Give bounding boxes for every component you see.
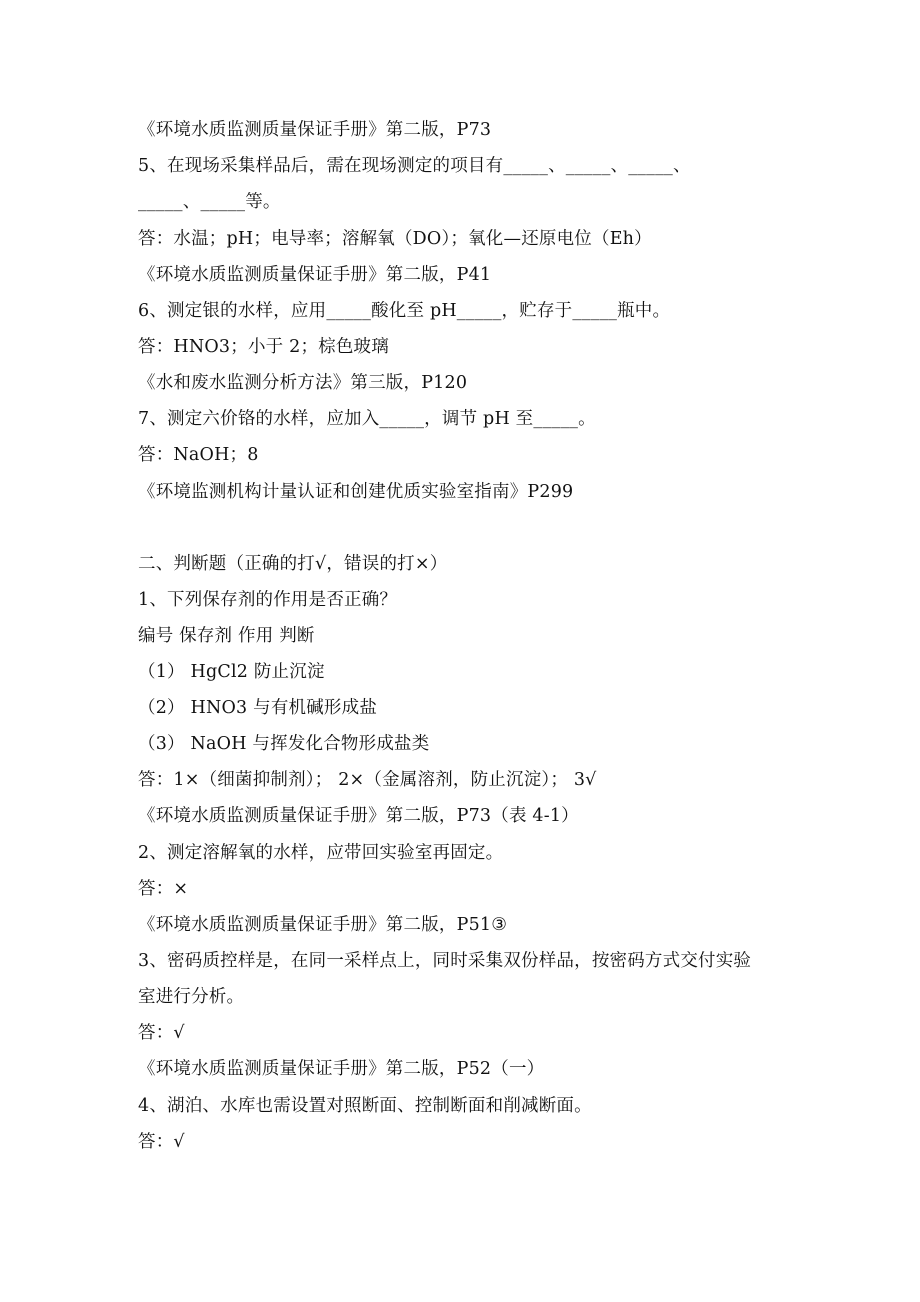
question-5-continued: _____、_____等。 xyxy=(138,192,281,212)
judge-question-3-continued: 室进行分析。 xyxy=(138,987,245,1007)
table-header: 编号 保存剂 作用 判断 xyxy=(138,626,315,646)
reference-line: 《环境水质监测质量保证手册》第二版，P73 xyxy=(138,120,492,140)
reference-5: 《环境水质监测质量保证手册》第二版，P41 xyxy=(138,265,492,285)
answer-5: 答：水温；pH；电导率；溶解氧（DO）；氧化—还原电位（Eh） xyxy=(138,229,652,249)
question-5: 5、在现场采集样品后，需在现场测定的项目有_____、_____、_____、 xyxy=(138,156,691,176)
judge-question-2: 2、测定溶解氧的水样，应带回实验室再固定。 xyxy=(138,843,504,863)
answer-7: 答：NaOH；8 xyxy=(138,445,259,465)
judge-question-4: 4、湖泊、水库也需设置对照断面、控制断面和削减断面。 xyxy=(138,1096,592,1116)
judge-question-3: 3、密码质控样是，在同一采样点上，同时采集双份样品，按密码方式交付实验 xyxy=(138,951,752,971)
judge-answer-2: 答：× xyxy=(138,879,189,899)
section-heading: 二、判断题（正确的打√，错误的打×） xyxy=(138,554,448,574)
judge-answer-4: 答：√ xyxy=(138,1132,185,1152)
judge-question-1: 1、下列保存剂的作用是否正确？ xyxy=(138,590,398,610)
question-6: 6、测定银的水样，应用_____酸化至 pH_____，贮存于_____瓶中。 xyxy=(138,301,671,321)
reference-6: 《水和废水监测分析方法》第三版，P120 xyxy=(138,373,468,393)
reference-7: 《环境监测机构计量认证和创建优质实验室指南》P299 xyxy=(138,482,574,502)
judge-answer-1: 答：1×（细菌抑制剂）； 2×（金属溶剂，防止沉淀）； 3√ xyxy=(138,770,597,790)
judge-answer-3: 答：√ xyxy=(138,1023,185,1043)
table-row: （3） NaOH 与挥发化合物形成盐类 xyxy=(138,734,430,754)
judge-reference-3: 《环境水质监测质量保证手册》第二版，P52（一） xyxy=(138,1059,545,1079)
judge-reference-2: 《环境水质监测质量保证手册》第二版，P51③ xyxy=(138,915,508,935)
judge-reference-1: 《环境水质监测质量保证手册》第二版，P73（表 4-1） xyxy=(138,806,579,826)
table-row: （1） HgCl2 防止沉淀 xyxy=(138,662,325,682)
question-7: 7、测定六价铬的水样，应加入_____，调节 pH 至_____。 xyxy=(138,409,596,429)
answer-6: 答：HNO3；小于 2；棕色玻璃 xyxy=(138,337,389,357)
table-row: （2） HNO3 与有机碱形成盐 xyxy=(138,698,378,718)
